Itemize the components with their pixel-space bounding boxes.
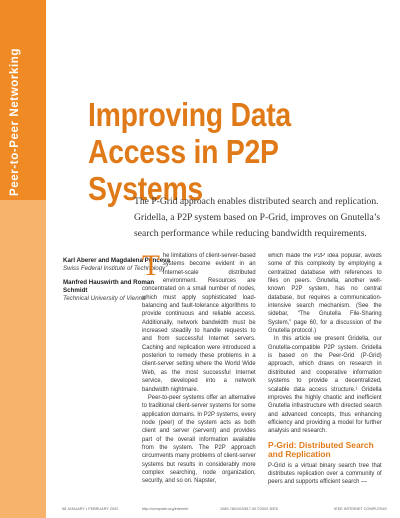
footer-url: http://computer.org/internet/ [142,507,189,511]
footer-copyright: 1089-7801/02/$17.00 ©2002 IEEE [220,507,279,511]
article-title [88,96,346,207]
sidebar-band [0,0,46,518]
author-affiliation-2: Technical University of Vienna [63,295,146,302]
drop-cap: T [142,249,160,282]
author-affiliation-1: Swiss Federal Institute of Technology [63,265,166,272]
paragraph: P-Grid is a virtual binary search tree that distributes replication over a community of peers and supports efficient search — [268,462,382,486]
page-footer [62,507,387,515]
paragraph: Peer-to-peer systems offer an alternative to traditional client-server systems for some application domains. In P2P systems, every node (peer) of the system acts as both client and server (servent) and provides part of the overall information available from the system. The P2P approach circumvents many problems of client-server systems but results in considerably more complex searching, node organization, security, and so on. Napster, [142,394,256,485]
body-column-1 [142,249,256,486]
title-line-2: Access in P2P Systems [88,133,279,207]
abstract: The P-Grid approach enables distributed search and replication. Gridella, a P2P system based on P-Grid, improves on Gnutella’s search performance while reducing bandwidth requirements. [134,196,381,239]
section-label: Peer-to-Peer Networking [9,48,21,196]
footer-page-date: 58 JANUARY • FEBRUARY 2002 [62,507,119,511]
paragraph [142,249,256,394]
paragraph: which made the P2P idea popular, avoids some of this complexity by employing a centralized database with references to files on peers. Gnutella, another well-known P2P system, has no central database, but requires a communication-intensive search mechanism. (See the sidebar, “The Gnutella File-Sharing System,” page 60, for a discussion of the Gnutella protocol.) [268,253,382,335]
paragraph: In this article we present Gridella, our Gnutella-compatible P2P system. Gridella is based on the Peer-Grid (P-Grid) approach, which draws on research in distributed and cooperative information systems to provide a decentralized, scalable data access structure.¹ Gridella improves the highly chaotic and inefficient Gnutella infrastructure with directed search and advanced concepts, thus enhancing efficiency and providing a model for further analysis and research. [268,336,382,435]
body-column-2 [268,252,382,487]
section-heading: P-Grid: Distributed Search and Replication [268,439,374,460]
author-names-2: Manfred Hauswirth and Roman Schmidt [63,279,155,294]
footer-journal: IEEE INTERNET COMPUTING [334,507,387,511]
author-names-1: Karl Aberer and Magdalena Punceva [63,257,171,264]
title-line-1: Improving Data [88,96,291,133]
sidebar-tab [0,0,46,200]
paragraph-text: he limitations of client-server-based systems become evident in an Internet-scale distributed environment. Resources are concentrated on a small number of nodes, which must apply sophisticated load-balancing and fault-tolerance algorithms to provide continuous and reliable access. Additionally, network bandwidth must be increased steadily to handle requests to and from successful Internet servers. Caching and replication were introduced a posteriori to remedy these problems in a client-server setting where the World Wide Web, as the most successful Internet service, developed into a network bandwidth nightmare. [142,253,256,393]
